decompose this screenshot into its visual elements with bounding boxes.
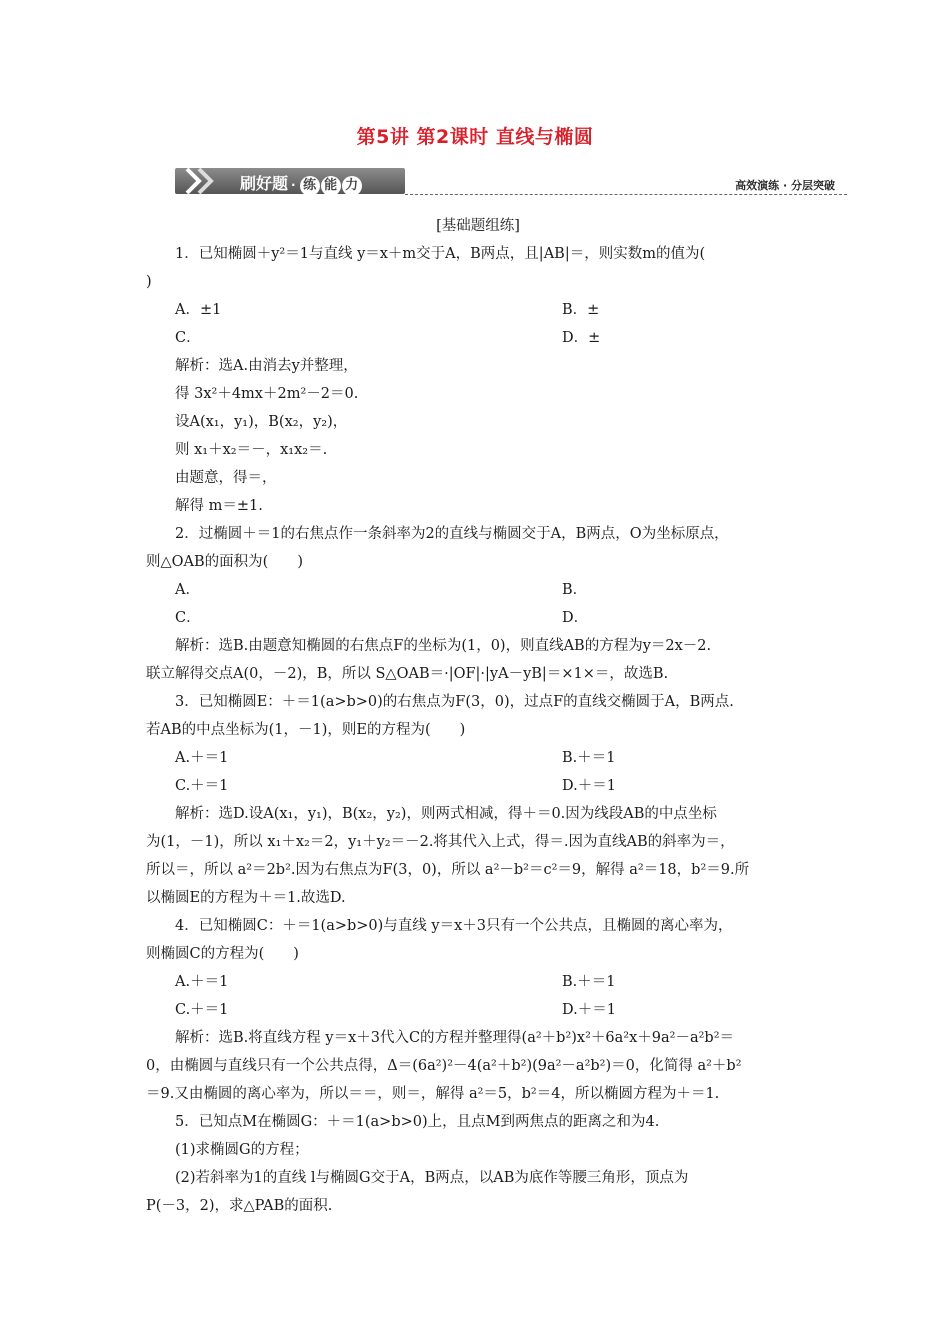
problem-list [146, 240, 810, 1220]
text-line: 得 3x²＋4mx＋2m²－2＝0. [175, 386, 359, 402]
answer-options-row [146, 744, 810, 772]
text-line: 联立解得交点A(0，－2)，B，所以 S△OAB＝·|OF|·|yA－yB|＝×1×＝，故选B. [146, 666, 669, 682]
text-line: 解得 m＝±1. [175, 498, 263, 514]
section-heading: [基础题组练] [436, 218, 520, 234]
text-line: ＝9.又由椭圆的离心率为，所以＝＝，则＝，解得 a²＝5，b²＝4，所以椭圆方程为＋＝1. [146, 1086, 720, 1102]
answer-option: A.＋＝1 [175, 974, 229, 990]
banner-circle-char-1: 练 [300, 176, 320, 196]
answer-option: C． [175, 330, 201, 346]
text-line: 5．已知点M在椭圆G：＋＝1(a>b>0)上，且点M到两焦点的距离之和为4. [175, 1114, 660, 1130]
answer-option: C． [175, 610, 201, 626]
answer-option: D．± [562, 330, 601, 346]
answer-options-row [146, 604, 810, 632]
answer-option: D.＋＝1 [562, 778, 616, 794]
text-line: 则△OAB的面积为( ) [146, 554, 303, 570]
banner-main-label: 刷好题 [240, 174, 289, 193]
banner-subtitle: 高效演练 · 分层突破 [735, 179, 835, 192]
answer-options-row [146, 968, 810, 996]
banner-divider [405, 194, 847, 195]
answer-options-row [146, 296, 810, 324]
text-line: 所以＝，所以 a²＝2b².因为右焦点为F(3，0)，所以 a²－b²＝c²＝9，解得 a²＝18，b²＝9.所 [146, 862, 750, 878]
answer-option: C.＋＝1 [175, 778, 229, 794]
answer-options-row [146, 576, 810, 604]
text-line: 解析：选B.由题意知椭圆的右焦点F的坐标为(1，0)，则直线AB的方程为y＝2x－2. [175, 638, 712, 654]
document-body [146, 212, 810, 1220]
answer-option: B．± [562, 302, 600, 318]
text-line: 为(1，－1)，所以 x₁＋x₂＝2，y₁＋y₂＝－2.将其代入上式，得＝.因为直线AB的斜率为＝， [146, 834, 735, 850]
text-line: 以椭圆E的方程为＋＝1.故选D. [146, 890, 346, 906]
answer-option: C.＋＝1 [175, 1002, 229, 1018]
text-line: 解析：选A.由消去y并整理， [175, 358, 358, 374]
answer-option: A． [175, 582, 200, 598]
text-line: 4．已知椭圆C：＋＝1(a>b>0)与直线 y＝x＋3只有一个公共点，且椭圆的离心率为， [175, 918, 733, 934]
answer-option: D． [562, 610, 589, 626]
text-line: 设A(x₁，y₁)，B(x₂，y₂)， [175, 414, 348, 430]
text-line: (1)求椭圆G的方程； [175, 1142, 309, 1158]
text-line: ) [146, 274, 152, 290]
answer-option: B． [562, 582, 588, 598]
text-line: 由题意，得＝， [175, 470, 277, 486]
text-line: (2)若斜率为1的直线 l与椭圆G交于A，B两点，以AB为底作等腰三角形，顶点为 [175, 1170, 689, 1186]
text-line: 0，由椭圆与直线只有一个公共点得，Δ＝(6a²)²－4(a²＋b²)(9a²－a²b²)＝0，化简得 a²＋b² [146, 1058, 742, 1074]
section-banner [175, 166, 847, 198]
answer-option: A.＋＝1 [175, 750, 229, 766]
text-line: 解析：选D.设A(x₁，y₁)，B(x₂，y₂)，则两式相减，得＋＝0.因为线段AB的中点坐标 [175, 806, 717, 822]
page-title: 第5讲 第2课时 直线与椭圆 [356, 126, 594, 148]
text-line: 2．过椭圆＋＝1的右焦点作一条斜率为2的直线与椭圆交于A，B两点，O为坐标原点， [175, 526, 729, 542]
answer-options-row [146, 324, 810, 352]
chevron-right-icon [183, 166, 223, 196]
banner-title [240, 171, 362, 196]
text-line: P(－3，2)，求△PAB的面积. [146, 1198, 333, 1214]
text-line: 3．已知椭圆E：＋＝1(a>b>0)的右焦点为F(3，0)，过点F的直线交椭圆于A，B两点. [175, 694, 734, 710]
text-line: 解析：选B.将直线方程 y＝x＋3代入C的方程并整理得(a²＋b²)x²＋6a²x＋9a²－a²b²＝ [175, 1030, 735, 1046]
text-line: 1．已知椭圆＋y²＝1与直线 y＝x＋m交于A，B两点，且|AB|＝，则实数m的值为( [175, 246, 706, 262]
answer-option: B.＋＝1 [562, 750, 616, 766]
answer-options-row [146, 772, 810, 800]
answer-option: D.＋＝1 [562, 1002, 616, 1018]
answer-options-row [146, 996, 810, 1024]
text-line: 若AB的中点坐标为(1，－1)，则E的方程为( ) [146, 722, 466, 738]
banner-circle-char-3: 力 [342, 176, 362, 196]
answer-option: A．±1 [175, 302, 222, 318]
banner-circle-char-2: 能 [321, 176, 341, 196]
answer-option: B.＋＝1 [562, 974, 616, 990]
banner-dot: · [291, 178, 296, 192]
text-line: 则椭圆C的方程为( ) [146, 946, 299, 962]
text-line: 则 x₁＋x₂＝－，x₁x₂＝. [175, 442, 328, 458]
